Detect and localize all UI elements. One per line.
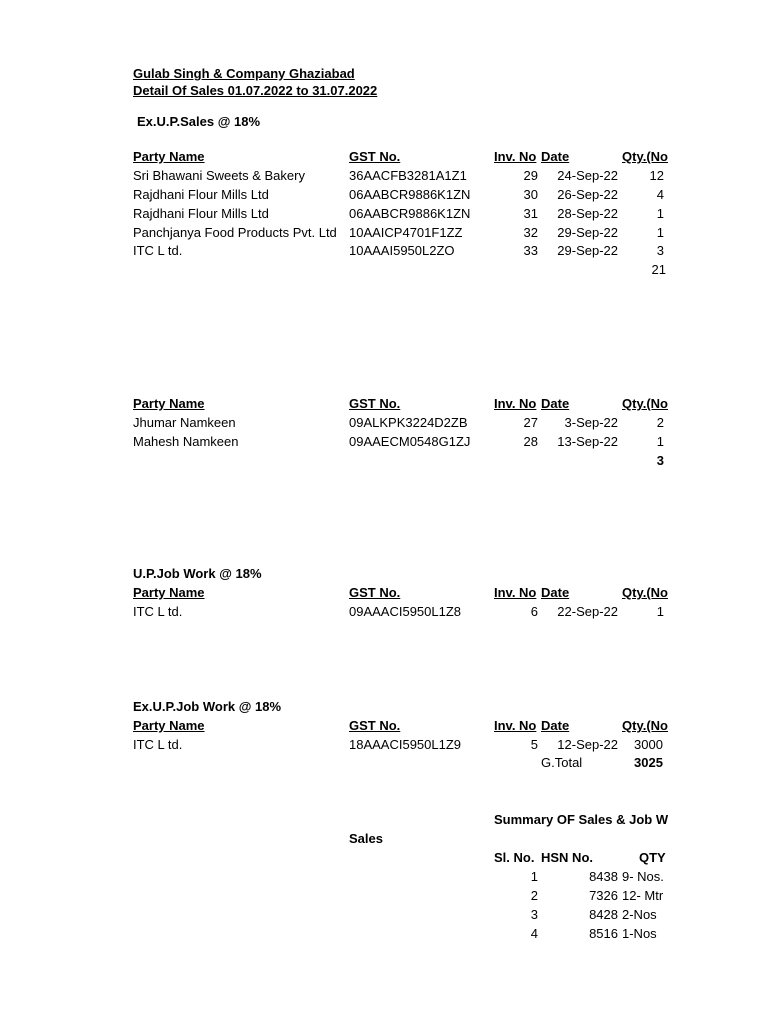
col-inv-no: Inv. No <box>494 396 537 411</box>
gst-no: 36AACFB3281A1Z1 <box>349 168 467 183</box>
qty: 2 <box>656 415 664 430</box>
col-gst-no: GST No. <box>349 149 401 164</box>
date: 3-Sep-22 <box>564 415 618 430</box>
col-gst-no: GST No. <box>349 396 401 411</box>
summary-qty: 2-Nos <box>622 907 657 922</box>
party-name: Jhumar Namkeen <box>133 415 236 430</box>
col-qty: Qty.(No <box>622 396 668 411</box>
company-title: Gulab Singh & Company Ghaziabad <box>133 66 355 81</box>
grand-total-value: 3025 <box>634 755 663 770</box>
sl-no: 1 <box>530 869 538 884</box>
party-name: Panchjanya Food Products Pvt. Ltd <box>133 225 337 240</box>
party-name: Sri Bhawani Sweets & Bakery <box>133 168 305 183</box>
summary-title: Summary OF Sales & Job W <box>494 812 668 827</box>
qty: 3000 <box>634 737 663 752</box>
gst-no: 09AAACI5950L1Z8 <box>349 604 462 619</box>
date: 12-Sep-22 <box>557 737 618 752</box>
gst-no: 10AAAI5950L2ZO <box>349 243 455 258</box>
col-inv-no: Inv. No <box>494 585 537 600</box>
section-title-exup-sales: Ex.U.P.Sales @ 18% <box>137 114 261 129</box>
party-name: Rajdhani Flour Mills Ltd <box>133 206 269 221</box>
gst-no: 18AAACI5950L1Z9 <box>349 737 462 752</box>
inv-no: 30 <box>523 187 538 202</box>
party-name: Mahesh Namkeen <box>133 434 239 449</box>
qty: 1 <box>656 225 664 240</box>
party-name: ITC L td. <box>133 243 183 258</box>
inv-no: 33 <box>523 243 538 258</box>
col-party-name: Party Name <box>133 718 205 733</box>
gst-no: 06AABCR9886K1ZN <box>349 206 471 221</box>
section1-total-qty: 21 <box>651 262 666 277</box>
gst-no: 10AAICP4701F1ZZ <box>349 225 463 240</box>
date: 24-Sep-22 <box>557 168 618 183</box>
qty: 12 <box>649 168 664 183</box>
date: 13-Sep-22 <box>557 434 618 449</box>
col-inv-no: Inv. No <box>494 718 537 733</box>
col-date: Date <box>541 585 570 600</box>
summary-qty: 1-Nos <box>622 926 657 941</box>
sl-no: 3 <box>530 907 538 922</box>
inv-no: 28 <box>523 434 538 449</box>
col-party-name: Party Name <box>133 585 205 600</box>
date: 26-Sep-22 <box>557 187 618 202</box>
col-party-name: Party Name <box>133 149 205 164</box>
date: 29-Sep-22 <box>557 243 618 258</box>
qty: 1 <box>656 604 664 619</box>
qty: 1 <box>656 434 664 449</box>
col-gst-no: GST No. <box>349 718 401 733</box>
qty: 1 <box>656 206 664 221</box>
date: 29-Sep-22 <box>557 225 618 240</box>
col-sl-no: Sl. No. <box>494 850 535 865</box>
report-period: Detail Of Sales 01.07.2022 to 31.07.2022 <box>133 83 378 98</box>
summary-qty: 9- Nos. <box>622 869 664 884</box>
party-name: Rajdhani Flour Mills Ltd <box>133 187 269 202</box>
col-qty: Qty.(No <box>622 585 668 600</box>
col-gst-no: GST No. <box>349 585 401 600</box>
summary-sales-label: Sales <box>349 831 383 846</box>
inv-no: 5 <box>530 737 538 752</box>
col-date: Date <box>541 396 570 411</box>
inv-no: 31 <box>523 206 538 221</box>
col-party-name: Party Name <box>133 396 205 411</box>
inv-no: 27 <box>523 415 538 430</box>
col-qty: Qty.(No <box>622 718 668 733</box>
grand-total-label: G.Total <box>541 755 583 770</box>
section-title-up-job-work: U.P.Job Work @ 18% <box>133 566 262 581</box>
col-hsn-no: HSN No. <box>541 850 593 865</box>
gst-no: 09ALKPK3224D2ZB <box>349 415 468 430</box>
col-summary-qty: QTY <box>639 850 666 865</box>
hsn-no: 8516 <box>589 926 618 941</box>
section-title-exup-job-work: Ex.U.P.Job Work @ 18% <box>133 699 282 714</box>
section2-total-qty: 3 <box>656 453 664 468</box>
hsn-no: 8428 <box>589 907 618 922</box>
qty: 4 <box>656 187 664 202</box>
qty: 3 <box>656 243 664 258</box>
sl-no: 4 <box>530 926 538 941</box>
sl-no: 2 <box>530 888 538 903</box>
date: 22-Sep-22 <box>557 604 618 619</box>
col-inv-no: Inv. No <box>494 149 537 164</box>
inv-no: 29 <box>523 168 538 183</box>
party-name: ITC L td. <box>133 604 183 619</box>
party-name: ITC L td. <box>133 737 183 752</box>
date: 28-Sep-22 <box>557 206 618 221</box>
gst-no: 06AABCR9886K1ZN <box>349 187 471 202</box>
summary-qty: 12- Mtr <box>622 888 664 903</box>
col-date: Date <box>541 149 570 164</box>
col-qty: Qty.(No <box>622 149 668 164</box>
hsn-no: 7326 <box>589 888 618 903</box>
gst-no: 09AAECM0548G1ZJ <box>349 434 471 449</box>
col-date: Date <box>541 718 570 733</box>
inv-no: 6 <box>530 604 538 619</box>
hsn-no: 8438 <box>589 869 618 884</box>
inv-no: 32 <box>523 225 538 240</box>
